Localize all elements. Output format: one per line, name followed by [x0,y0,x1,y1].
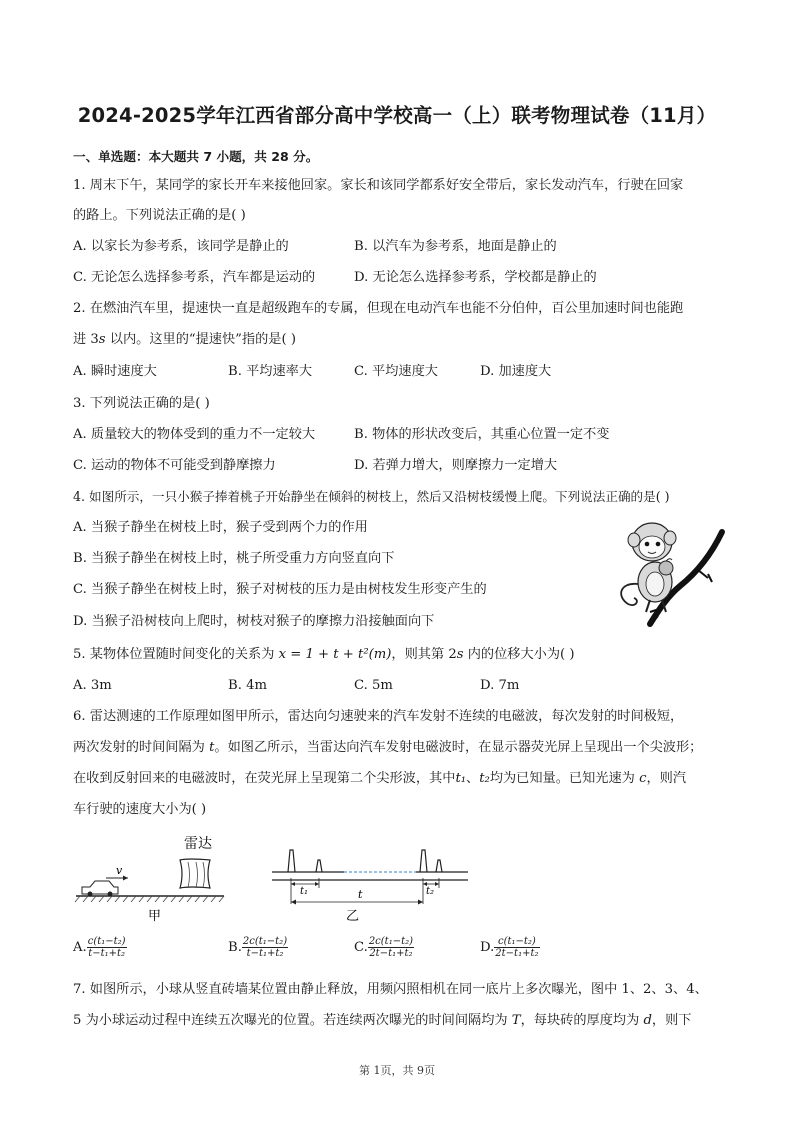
page-footer: 第 1页，共 9页 [359,1064,435,1077]
q3-option-d: D. 若弹力增大，则摩擦力一定增大 [354,458,558,473]
q6-option-d: D. $\frac{\text{c(t₁−t₂)}}{\text{2t−t₁+t₂}}$ [480,936,539,959]
svg-text:t₁: t₁ [300,886,309,897]
svg-text:t: t [358,888,363,901]
q4-option-b: B. 当猴子静坐在树枝上时，桃子所受重力方向竖直向下 [73,551,395,566]
q2-stem-line2: 进 3s 以内。这里的“提速快”指的是( ) [73,332,296,347]
q6-stem-line2: 两次发射的时间间隔为 t。如图乙所示，当雷达向汽车发射电磁波时，在显示器荧光屏上呈现出一个尖波形； [73,740,703,755]
q6-stem-line1: 6. 雷达测速的工作原理如图甲所示，雷达向匀速驶来的汽车发射不连续的电磁波，每次发射的时间极短， [73,709,684,724]
q6-option-a: A. $\frac{\text{c(t₁−t₂)}}{\text{t−t₁+t₂}}$ [73,936,126,959]
q5-stem: 5. 某物体位置随时间变化的关系为 x = 1 + t + t²(m)，则其第 2s 内的位移大小为( ) [73,647,575,662]
svg-text:t₂: t₂ [426,886,435,897]
svg-text:v: v [116,864,123,877]
radar-car-figure-jia [72,832,232,924]
q3-option-c: C. 运动的物体不可能受到静摩擦力 [73,458,276,473]
q6-option-b: B. $\frac{\text{2c(t₁−t₂)}}{\text{t−t₁+t₂}}$ [228,936,288,959]
q5-formula: x = 1 + t + t²(m) [278,647,392,662]
q2-stem-line1: 2. 在燃油汽车里，提速快一直是超级跑车的专属，但现在电动汽车也能不分伯仲，百公里加速时间也能跑 [73,301,684,316]
q2-option-a: A. 瞬时速度大 [73,364,157,379]
q1-option-c: C. 无论怎么选择参考系，汽车都是运动的 [73,270,316,285]
q4-stem: 4. 如图所示，一只小猴子捧着桃子开始静坐在倾斜的树枝上，然后又沿树枝缓慢上爬。下列说法正确的是( ) [73,489,670,504]
q5-option-c: C. 5m [354,678,393,693]
q3-stem: 3. 下列说法正确的是( ) [73,396,210,411]
q4-option-d: D. 当猴子沿树枝向上爬时，树枝对猴子的摩擦力沿接触面向下 [73,614,435,629]
q2-option-b: B. 平均速率大 [228,364,313,379]
section-heading: 一、单选题：本大题共 7 小题，共 28 分。 [73,149,319,164]
q4-option-c: C. 当猴子静坐在树枝上时，猴子对树枝的压力是由树枝发生形变产生的 [73,582,487,597]
q6-stem-line4: 车行驶的速度大小为( ) [73,802,207,817]
q1-stem-line2: 的路上。下列说法正确的是( ) [73,208,246,223]
q4-option-a: A. 当猴子静坐在树枝上时，猴子受到两个力的作用 [73,520,368,535]
oscilloscope-figure-yi [266,842,476,924]
svg-text:甲: 甲 [148,909,162,924]
monkey-on-branch-figure [610,512,728,632]
exam-title: 2024-2025学年江西省部分高中学校高一（上）联考物理试卷（11月） [77,104,717,127]
q3-option-a: A. 质量较大的物体受到的重力不一定较大 [73,427,316,442]
q5-option-d: D. 7m [480,678,520,693]
q7-stem-line1: 7. 如图所示，小球从竖直砖墙某位置由静止释放，用频闪照相机在同一底片上多次曝光，图中 1、2、3、4、 [73,982,708,997]
q2-option-c: C. 平均速度大 [354,364,438,379]
q5-option-a: A. 3m [73,678,112,693]
q7-stem-line2: 5 为小球运动过程中连续五次曝光的位置。若连续两次曝光的时间间隔均为 T，每块砖的厚度均为 d，则下 [73,1013,692,1028]
q6-option-c: C. $\frac{\text{2c(t₁−t₂)}}{\text{2t−t₁+t₂}}$ [354,936,414,959]
q5-option-b: B. 4m [228,678,267,693]
q2-option-d: D. 加速度大 [480,364,552,379]
svg-text:雷达: 雷达 [184,836,212,852]
q3-option-b: B. 物体的形状改变后，其重心位置一定不变 [354,427,610,442]
q6-stem-line3: 在收到反射回来的电磁波时，在荧光屏上呈现第二个尖形波，其中t₁、t₂均为已知量。已知光速为 c，则汽 [73,771,687,786]
q1-option-a: A. 以家长为参考系，该同学是静止的 [73,239,289,254]
q1-stem-line1: 1. 周末下午，某同学的家长开车来接他回家。家长和该同学都系好安全带后，家长发动汽车，行驶在回家 [73,178,684,193]
q1-option-b: B. 以汽车为参考系，地面是静止的 [354,239,557,254]
svg-text:乙: 乙 [346,909,360,924]
q1-option-d: D. 无论怎么选择参考系，学校都是静止的 [354,270,597,285]
